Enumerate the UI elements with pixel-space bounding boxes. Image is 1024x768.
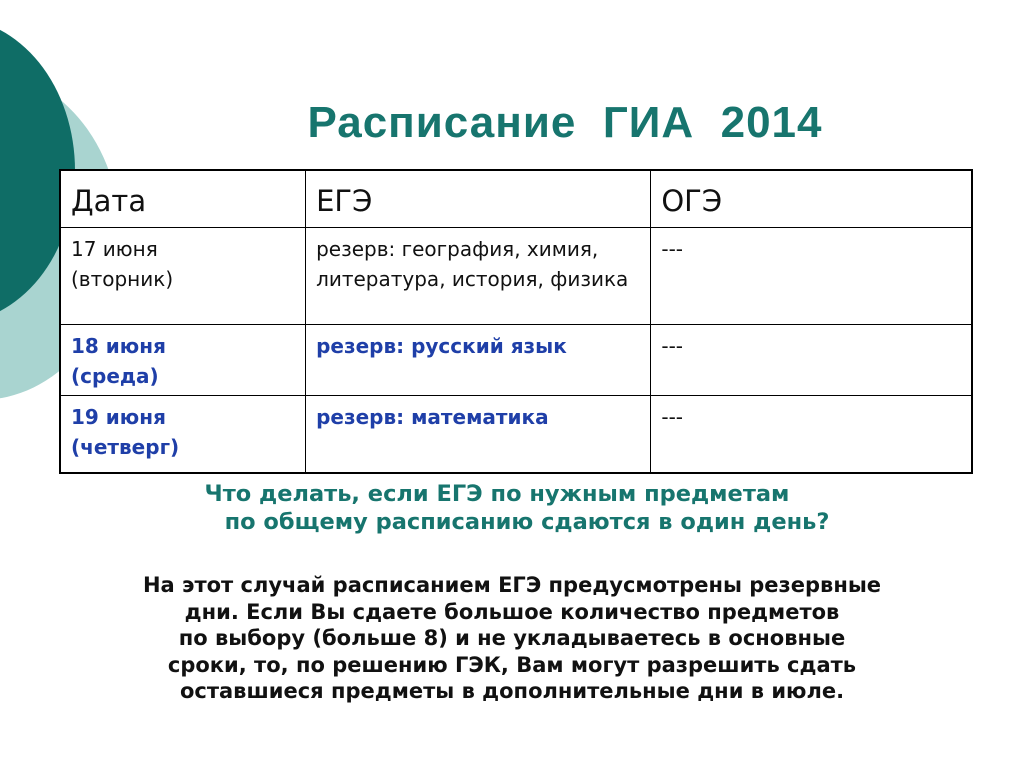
table-row (60, 325, 972, 396)
answer-line: оставшиеся предметы в дополнительные дни в июле. (179, 679, 845, 703)
date-cell (60, 325, 306, 396)
header-ege: ЕГЭ (306, 170, 651, 228)
date-day: 18 июня (71, 334, 166, 358)
header-date: Дата (60, 170, 306, 228)
question-line: по общему расписанию сдаются в один день? (224, 509, 830, 535)
oge-cell: --- (651, 228, 972, 325)
date-cell (60, 228, 306, 325)
date-weekday: (среда) (71, 364, 159, 388)
answer-line: На этот случай расписанием ЕГЭ предусмотрены резервные (142, 573, 882, 597)
ege-cell: резерв: география, химия, литература, история, физика (306, 228, 651, 325)
oge-cell: --- (651, 396, 972, 474)
date-weekday: (вторник) (71, 267, 174, 291)
answer-line: дни. Если Вы сдаете большое количество предметов (184, 599, 840, 624)
schedule-table (59, 169, 973, 474)
question-text (0, 480, 1024, 536)
answer-line: по выбору (больше 8) и не укладываетесь в основные (178, 626, 846, 650)
oge-cell: --- (651, 325, 972, 396)
ege-cell: резерв: русский язык (306, 325, 651, 396)
ege-cell: резерв: математика (306, 396, 651, 474)
date-day: 17 июня (71, 237, 158, 261)
table-row (60, 396, 972, 474)
table-row (60, 228, 972, 325)
page-title: Расписание ГИА 2014 (307, 98, 823, 147)
answer-paragraph (0, 572, 1024, 705)
header-oge: ОГЭ (651, 170, 972, 228)
table-header-row (60, 170, 972, 228)
date-cell (60, 396, 306, 474)
date-day: 19 июня (71, 405, 166, 429)
answer-line: сроки, то, по решению ГЭК, Вам могут разрешить сдать (167, 652, 857, 677)
date-weekday: (четверг) (71, 435, 180, 459)
question-line: Что делать, если ЕГЭ по нужным предметам (204, 481, 790, 507)
